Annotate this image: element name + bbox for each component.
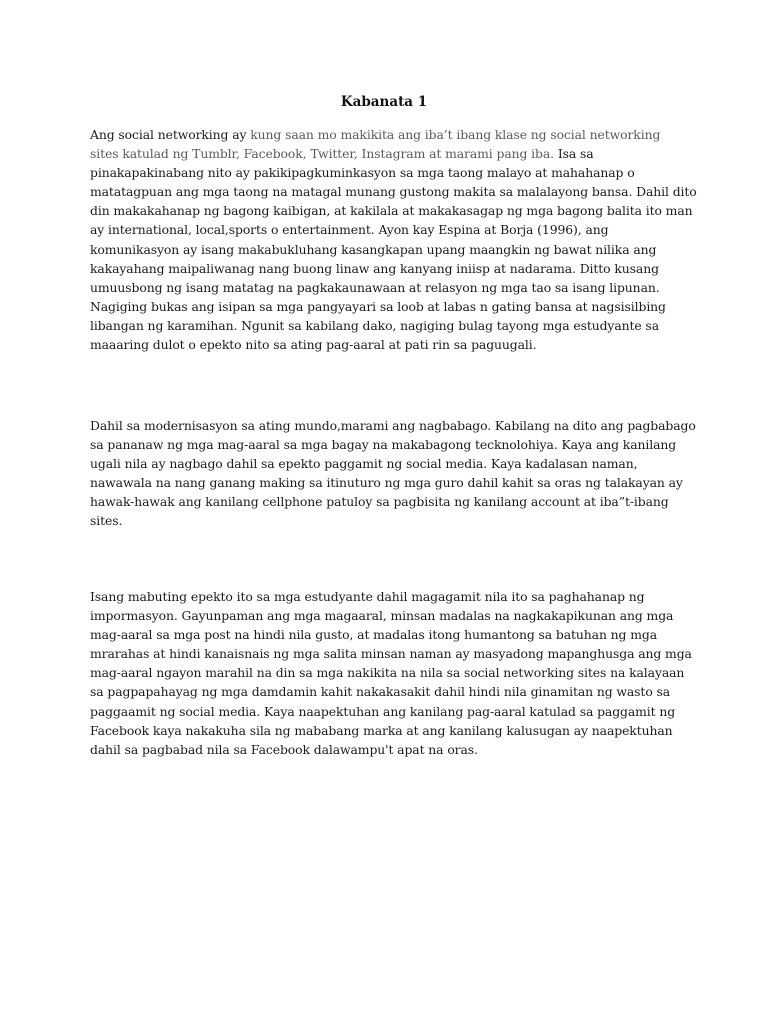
paragraph-1-line-2 bbox=[90, 144, 700, 163]
paragraph-1-line: kakayahang maipaliwanag nang buong linaw ang kanyang iniisp at nadarama. Ditto kusang bbox=[90, 260, 659, 276]
paragraph-1-line: libangan ng karamihan. Ngunit sa kabilang dako, nagiging bulag tayong mga estudyante sa bbox=[90, 317, 659, 333]
paragraph-1-highlight-2: sites katulad ng Tumblr, Facebook, Twitter, Instagram at marami pang iba. bbox=[90, 146, 554, 162]
paragraph-3-line: Facebook kaya nakakuha sila ng mababang marka at ang kanilang kalusugan ay naapektuhan bbox=[90, 722, 673, 738]
paragraph-1-line: din makakahanap ng bagong kaibigan, at kakilala at makakasagap ng mga bagong balita ito man bbox=[90, 203, 693, 219]
paragraph-1-line: maaaring dulot o epekto nito sa ating pag-aaral at pati rin sa paguugali. bbox=[90, 337, 537, 353]
paragraph-2 bbox=[90, 416, 700, 531]
paragraph-2-line: ugali nila ay nagbago dahil sa epekto paggamit ng social media. Kaya kadalasan naman, bbox=[90, 456, 638, 472]
paragraph-2-line: Dahil sa modernisasyon sa ating mundo,marami ang nagbabago. Kabilang na dito ang pagbabago bbox=[90, 418, 696, 433]
paragraph-3 bbox=[90, 587, 700, 759]
paragraph-3-line: mag-aaral ngayon marahil na din sa mga nakikita na nila sa social networking sites na kalayaan bbox=[90, 665, 685, 681]
paragraph-1 bbox=[90, 125, 700, 354]
paragraph-1-tail: Isa sa bbox=[553, 146, 594, 162]
page-title: Kabanata 1 bbox=[340, 94, 428, 110]
paragraph-1-line: matatagpuan ang mga taong na matagal munang gustong makita sa malalayong bansa. Dahil dito bbox=[90, 184, 697, 200]
paragraph-2-line: sa pananaw ng mga mag-aaral sa mga bagay na makabagong tecknolohiya. Kaya ang kanilang bbox=[90, 437, 677, 453]
paragraph-1-line: ay international, local,sports o entertainment. Ayon kay Espina at Borja (1996), ang bbox=[90, 222, 609, 238]
paragraph-1-line-1 bbox=[90, 125, 700, 144]
paragraph-1-line: pinakapakinabang nito ay pakikipagkuminkasyon sa mga taong malayo at mahahanap o bbox=[90, 165, 635, 181]
paragraph-3-line: dahil sa pagbabad nila sa Facebook dalawampu't apat na oras. bbox=[90, 741, 478, 757]
paragraph-1-line: Nagiging bukas ang isipan sa mga pangyayari sa loob at labas n gating bansa at nagsisilbing bbox=[90, 298, 666, 314]
paragraph-1-line: komunikasyon ay isang makabukluhang kasangkapan upang maangkin ng bawat nilika ang bbox=[90, 241, 657, 257]
paragraph-1-lead: Ang social networking ay bbox=[90, 127, 251, 142]
paragraph-2-line: nawawala na nang ganang making sa itinuturo ng mga guro dahil kahit sa oras ng talakayan ay bbox=[90, 475, 683, 491]
paragraph-3-line: impormasyon. Gayunpaman ang mga magaaral, minsan madalas na nagkakapikunan ang mga bbox=[90, 608, 674, 624]
paragraph-3-line: Isang mabuting epekto ito sa mga estudyante dahil magagamit nila ito sa paghahanap ng bbox=[90, 589, 645, 604]
paragraph-3-line: mag-aaral sa mga post na hindi nila gusto, at madalas itong humantong sa batuhan ng mga bbox=[90, 627, 657, 643]
paragraph-3-line: sa pagpapahayag ng mga damdamin kahit nakakasakit dahil hindi nila ginamitan ng wasto sa bbox=[90, 684, 671, 700]
paragraph-3-line: mrarahas at hindi kanaisnais ng mga salita minsan naman ay masyadong mapanghusga ang mga bbox=[90, 646, 692, 662]
paragraph-3-line: paggaamit ng social media. Kaya naapektuhan ang kanilang pag-aaral katulad sa paggamit ng bbox=[90, 703, 676, 719]
paragraph-2-line: sites. bbox=[90, 513, 123, 529]
paragraph-2-line: hawak-hawak ang kanilang cellphone patuloy sa pagbisita ng kanilang account at iba”t-ibang bbox=[90, 494, 669, 510]
paragraph-1-highlight: kung saan mo makikita ang iba’t ibang klase ng social networking bbox=[250, 127, 661, 142]
paragraph-1-line: umuusbong ng isang matatag na pagkakaunawaan at relasyon ng mga tao sa isang lipunan. bbox=[90, 279, 660, 295]
